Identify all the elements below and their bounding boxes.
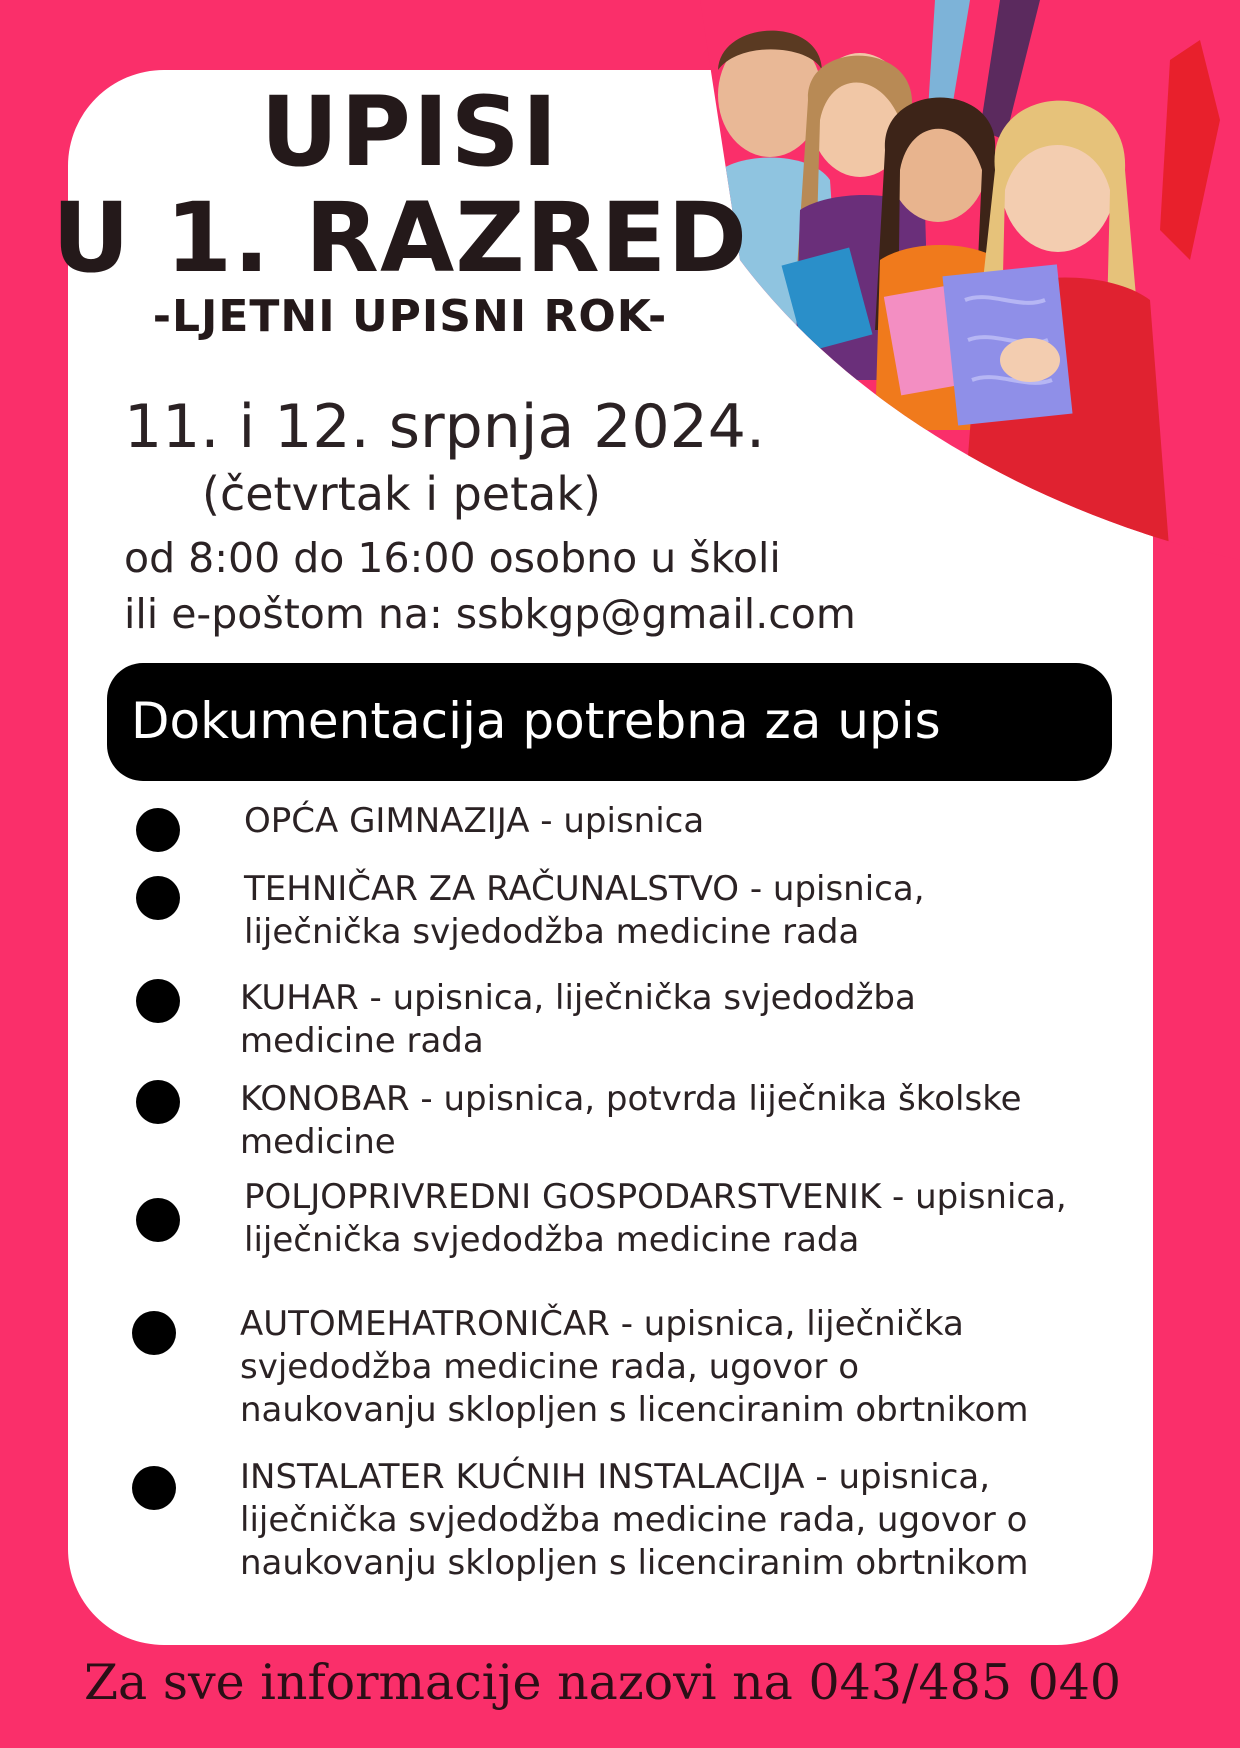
requirement-text: POLJOPRIVREDNI GOSPODARSTVENIK - upisnica, liječnička svjedodžba medicine rada [244, 1177, 1067, 1260]
bullet-icon [132, 1311, 176, 1355]
requirement-text: KONOBAR - upisnica, potvrda liječnika školske medicine [240, 1079, 1022, 1162]
documentation-banner [107, 663, 1112, 781]
requirement-text: TEHNIČAR ZA RAČUNALSTVO - upisnica, liječnička svjedodžba medicine rada [244, 869, 925, 952]
bullet-icon [136, 808, 180, 852]
requirement-text: AUTOMEHATRONIČAR - upisnica, liječnička svjedodžba medicine rada, ugovor o naukovanju sklopljen s licenciranim obrtnikom [240, 1304, 1029, 1430]
enrollment-days: (četvrtak i petak) [202, 467, 601, 521]
bullet-icon [136, 1080, 180, 1124]
footer-contact: Za sve informacije nazovi na 043/485 040 [84, 1654, 1122, 1711]
subtitle-upisni-rok: -LJETNI UPISNI ROK- [152, 291, 668, 342]
documentation-heading: Dokumentacija potrebna za upis [131, 692, 941, 750]
requirement-text: KUHAR - upisnica, liječnička svjedodžba medicine rada [240, 978, 916, 1061]
requirement-text: OPĆA GIMNAZIJA - upisnica [244, 801, 705, 841]
students-illustration [700, 0, 1240, 560]
bullet-icon [132, 1466, 176, 1510]
email-line: ili e-poštom na: ssbkgp@gmail.com [124, 590, 856, 638]
bullet-icon [136, 979, 180, 1023]
enrollment-date: 11. i 12. srpnja 2024. [124, 392, 766, 462]
title-upisi: UPISI [260, 76, 560, 188]
bullet-icon [136, 876, 180, 920]
title-razred: U 1. RAZRED [51, 182, 749, 294]
students-photo [700, 0, 1240, 560]
office-hours: od 8:00 do 16:00 osobno u školi [124, 534, 781, 582]
requirement-text: INSTALATER KUĆNIH INSTALACIJA - upisnica, liječnička svjedodžba medicine rada, ugovor o naukovanju sklopljen s licenciranim obrtnikom [240, 1457, 1029, 1583]
bullet-icon [136, 1198, 180, 1242]
